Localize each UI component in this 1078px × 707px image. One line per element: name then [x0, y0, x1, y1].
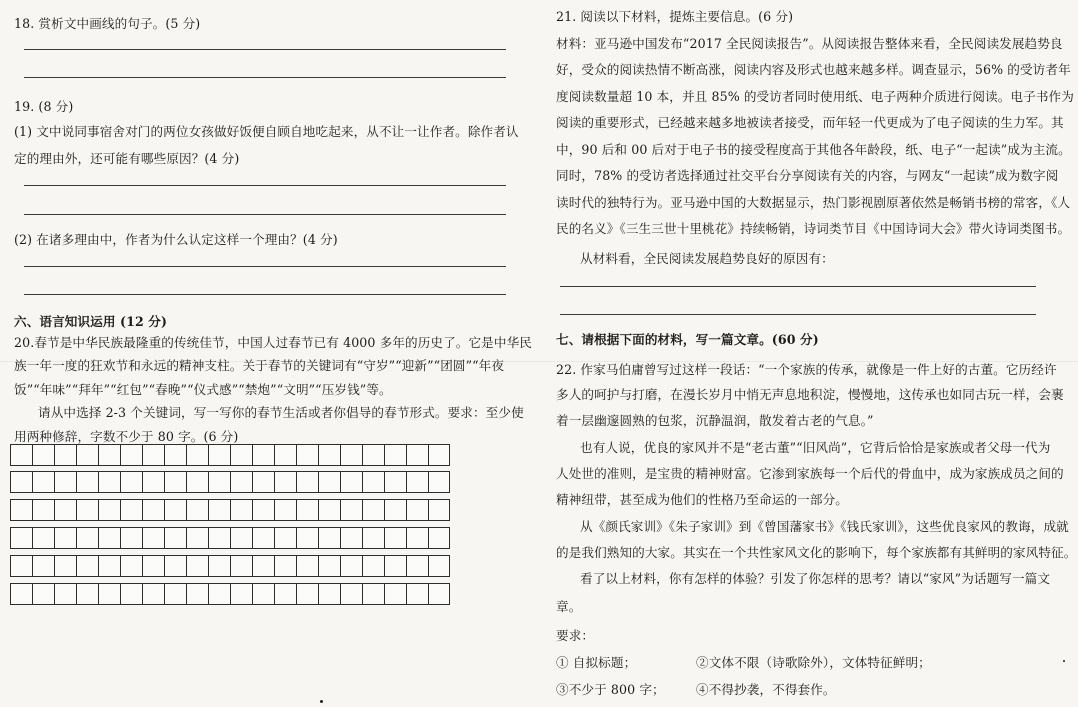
essay-text: 精神纽带，甚至成为他们的性格乃至命运的一部分。 — [556, 492, 848, 507]
answer-line[interactable] — [24, 266, 506, 267]
grid-cell[interactable] — [274, 471, 296, 493]
grid-cell[interactable] — [186, 444, 208, 466]
grid-cell[interactable] — [252, 583, 274, 605]
grid-cell[interactable] — [274, 499, 296, 521]
grid-cell[interactable] — [76, 527, 98, 549]
grid-cell[interactable] — [406, 583, 428, 605]
material-text: 中，90 后和 00 后对于电子书的接受程度高于其他各年龄段，纸、电子“一起读”成为主流。 — [556, 142, 1071, 157]
grid-cell[interactable] — [340, 444, 362, 466]
grid-cell[interactable] — [98, 471, 120, 493]
grid-cell[interactable] — [406, 555, 428, 577]
grid-cell[interactable] — [340, 527, 362, 549]
essay-text: 从《颜氏家训》《朱子家训》到《曾国藩家书》《钱氏家训》，这些优良家风的教诲，成就 — [580, 519, 1069, 534]
grid-cell[interactable] — [252, 527, 274, 549]
grid-row — [10, 527, 450, 549]
grid-cell[interactable] — [164, 583, 186, 605]
answer-line[interactable] — [24, 214, 506, 215]
grid-cell[interactable] — [406, 471, 428, 493]
grid-cell[interactable] — [76, 471, 98, 493]
grid-cell[interactable] — [230, 583, 252, 605]
grid-row — [10, 499, 450, 521]
grid-cell[interactable] — [186, 583, 208, 605]
grid-cell[interactable] — [120, 555, 142, 577]
grid-cell[interactable] — [252, 471, 274, 493]
grid-cell[interactable] — [10, 499, 32, 521]
essay-text: 着一层幽邃圆熟的包浆，沉静温润，散发着古老的气息。” — [556, 413, 874, 428]
essay-prompt: 看了以上材料，你有怎样的体验？引发了你怎样的思考？请以“家风”为话题写一篇文 — [580, 571, 1051, 586]
question-21: 21. 阅读以下材料，提炼主要信息。(6 分) — [556, 9, 794, 24]
grid-cell[interactable] — [142, 471, 164, 493]
question-19-1-text-cont: 定的理由外，还可能有哪些原因？(4 分) — [14, 151, 240, 166]
grid-cell[interactable] — [362, 444, 384, 466]
grid-cell[interactable] — [208, 555, 230, 577]
grid-cell[interactable] — [296, 555, 318, 577]
requirement-3: ③不少于 800 字； — [556, 682, 665, 697]
scan-speck — [320, 700, 323, 703]
answer-line[interactable] — [24, 185, 506, 186]
grid-cell[interactable] — [230, 555, 252, 577]
grid-cell[interactable] — [428, 583, 450, 605]
grid-cell[interactable] — [384, 583, 406, 605]
grid-cell[interactable] — [428, 555, 450, 577]
grid-cell[interactable] — [32, 583, 54, 605]
grid-cell[interactable] — [296, 499, 318, 521]
grid-cell[interactable] — [384, 527, 406, 549]
material-text: 读时代的独特行为。亚马逊中国的大数据显示，热门影视剧原著依然是畅销书榜的常客，《人 — [556, 195, 1071, 210]
grid-cell[interactable] — [384, 471, 406, 493]
grid-cell[interactable] — [98, 555, 120, 577]
grid-cell[interactable] — [164, 471, 186, 493]
grid-cell[interactable] — [318, 583, 340, 605]
grid-cell[interactable] — [340, 499, 362, 521]
grid-cell[interactable] — [274, 555, 296, 577]
grid-cell[interactable] — [186, 555, 208, 577]
answer-line[interactable] — [560, 314, 1036, 315]
grid-cell[interactable] — [296, 583, 318, 605]
grid-cell[interactable] — [32, 527, 54, 549]
grid-row — [10, 583, 450, 605]
grid-cell[interactable] — [164, 527, 186, 549]
grid-cell[interactable] — [208, 499, 230, 521]
scan-speck — [1063, 660, 1065, 662]
question-19-2-text: (2) 在诸多理由中，作者为什么认定这样一个理由？(4 分) — [14, 232, 338, 247]
grid-cell[interactable] — [142, 527, 164, 549]
grid-cell[interactable] — [10, 527, 32, 549]
grid-cell[interactable] — [428, 499, 450, 521]
answer-line[interactable] — [24, 49, 506, 50]
requirement-4: ④不得抄袭，不得套作。 — [696, 682, 836, 697]
grid-cell[interactable] — [362, 499, 384, 521]
answer-line[interactable] — [24, 294, 506, 295]
essay-text: 的是我们熟知的大家。其实在一个共性家风文化的影响下，每个家族都有其鲜明的家风特征。 — [556, 545, 1077, 560]
grid-cell[interactable] — [362, 527, 384, 549]
grid-cell[interactable] — [428, 471, 450, 493]
grid-cell[interactable] — [120, 444, 142, 466]
grid-cell[interactable] — [32, 471, 54, 493]
grid-cell[interactable] — [340, 471, 362, 493]
material-text: 同时，78% 的受访者选择通过社交平台分享阅读有关的内容，与网友“一起读”成为数字阅 — [556, 168, 1059, 183]
grid-cell[interactable] — [252, 555, 274, 577]
question-21-prompt: 从材料看，全民阅读发展趋势良好的原因有： — [580, 251, 834, 266]
grid-row — [10, 555, 450, 577]
scan-streak — [0, 361, 1078, 362]
grid-cell[interactable] — [32, 555, 54, 577]
grid-cell[interactable] — [406, 527, 428, 549]
question-20-text: 20.春节是中华民族最隆重的传统佳节，中国人过春节已有 4000 多年的历史了。它是中华民 — [14, 335, 532, 350]
material-text: 阅读的重要形式，已经越来越多地被读者接受，而年轻一代更成为了电子阅读的生力军。其 — [556, 115, 1064, 130]
grid-cell[interactable] — [318, 527, 340, 549]
question-20-text: 饭”“年味”“拜年”“红包”“春晚”“仪式感”“禁炮”“文明”“压岁钱”等。 — [14, 382, 392, 397]
grid-cell[interactable] — [120, 471, 142, 493]
grid-cell[interactable] — [98, 499, 120, 521]
essay-text: 22. 作家马伯庸曾写过这样一段话：“一个家族的传承，就像是一件上好的古董。它历经许 — [556, 362, 1057, 377]
grid-cell[interactable] — [252, 499, 274, 521]
grid-cell[interactable] — [208, 444, 230, 466]
section-6-heading: 六、语言知识运用 (12 分) — [14, 314, 168, 329]
grid-cell[interactable] — [186, 471, 208, 493]
essay-text: 人处世的准则，是宝贵的精神财富。它渗到家族每一个后代的骨血中，成为家族成员之间的 — [556, 466, 1064, 481]
grid-cell[interactable] — [362, 555, 384, 577]
material-text: 好，受众的阅读热情不断高涨，阅读内容及形式也越来越多样。调查显示，56% 的受访者年 — [556, 62, 1071, 77]
grid-cell[interactable] — [32, 499, 54, 521]
grid-cell[interactable] — [164, 444, 186, 466]
grid-cell[interactable] — [428, 527, 450, 549]
requirement-2: ②文体不限（诗歌除外），文体特征鲜明； — [696, 655, 931, 670]
grid-cell[interactable] — [54, 444, 76, 466]
essay-text: 也有人说，优良的家风并不是“老古董”“旧风尚”，它背后恰恰是家族或者父母一代为 — [580, 440, 1051, 455]
grid-cell[interactable] — [54, 555, 76, 577]
grid-cell[interactable] — [10, 444, 32, 466]
grid-cell[interactable] — [120, 499, 142, 521]
question-20-text: 族一年一度的狂欢节和永远的精神支柱。关于春节的关键词有“守岁”“迎新”“团圆”“年夜 — [14, 358, 505, 373]
grid-cell[interactable] — [340, 555, 362, 577]
question-19-heading: 19. (8 分) — [14, 99, 74, 114]
grid-cell[interactable] — [230, 527, 252, 549]
grid-cell[interactable] — [120, 527, 142, 549]
grid-cell[interactable] — [142, 499, 164, 521]
grid-cell[interactable] — [10, 555, 32, 577]
question-18: 18. 赏析文中画线的句子。(5 分) — [14, 16, 201, 31]
grid-cell[interactable] — [164, 499, 186, 521]
grid-row — [10, 444, 450, 466]
grid-cell[interactable] — [230, 499, 252, 521]
grid-cell[interactable] — [318, 555, 340, 577]
grid-cell[interactable] — [274, 583, 296, 605]
grid-cell[interactable] — [142, 583, 164, 605]
grid-cell[interactable] — [32, 444, 54, 466]
grid-cell[interactable] — [406, 499, 428, 521]
answer-line[interactable] — [560, 286, 1036, 287]
grid-cell[interactable] — [186, 527, 208, 549]
material-text: 民的名义》《三生三世十里桃花》持续畅销，诗词类节目《中国诗词大会》带火诗词类图书。 — [556, 221, 1071, 236]
section-7-heading: 七、请根据下面的材料，写一篇文章。(60 分) — [556, 332, 819, 347]
material-text: 度阅读数量超 10 本，并且 85% 的受访者同时使用纸、电子两种介质进行阅读。电子书作为 — [556, 89, 1074, 104]
grid-cell[interactable] — [120, 583, 142, 605]
grid-cell[interactable] — [296, 527, 318, 549]
material-text: 材料：亚马逊中国发布“2017 全民阅读报告”。从阅读报告整体来看，全民阅读发展趋势良 — [556, 36, 1063, 51]
answer-line[interactable] — [24, 77, 506, 78]
grid-cell[interactable] — [54, 471, 76, 493]
grid-cell[interactable] — [384, 444, 406, 466]
question-20-instruction: 请从中选择 2-3 个关键词，写一写你的春节生活或者你倡导的春节形式。要求：至少使 — [38, 405, 524, 420]
grid-cell[interactable] — [340, 583, 362, 605]
grid-cell[interactable] — [164, 555, 186, 577]
grid-cell[interactable] — [98, 527, 120, 549]
grid-cell[interactable] — [208, 471, 230, 493]
grid-cell[interactable] — [98, 444, 120, 466]
essay-prompt: 章。 — [556, 599, 582, 614]
grid-cell[interactable] — [186, 499, 208, 521]
grid-cell[interactable] — [230, 444, 252, 466]
grid-cell[interactable] — [230, 471, 252, 493]
grid-cell[interactable] — [296, 444, 318, 466]
grid-cell[interactable] — [318, 444, 340, 466]
grid-cell[interactable] — [252, 444, 274, 466]
grid-cell[interactable] — [54, 527, 76, 549]
grid-cell[interactable] — [318, 471, 340, 493]
grid-cell[interactable] — [76, 444, 98, 466]
grid-cell[interactable] — [98, 583, 120, 605]
grid-cell[interactable] — [208, 583, 230, 605]
grid-cell[interactable] — [142, 444, 164, 466]
grid-cell[interactable] — [274, 444, 296, 466]
grid-cell[interactable] — [142, 555, 164, 577]
grid-row — [10, 471, 450, 493]
grid-cell[interactable] — [76, 583, 98, 605]
question-19-1-text: (1) 文中说同事宿舍对门的两位女孩做好饭便自顾自地吃起来，从不让一让作者。除作者认 — [14, 124, 519, 139]
grid-cell[interactable] — [384, 499, 406, 521]
essay-text: 多人的呵护与打磨，在漫长岁月中悄无声息地积淀，慢慢地，这传承也如同古玩一样，会裹 — [556, 387, 1064, 402]
grid-cell[interactable] — [76, 499, 98, 521]
grid-cell[interactable] — [10, 471, 32, 493]
grid-cell[interactable] — [362, 471, 384, 493]
requirements-heading: 要求： — [556, 628, 595, 643]
grid-cell[interactable] — [318, 499, 340, 521]
question-20-instruction: 用两种修辞，字数不少于 80 字。(6 分) — [14, 429, 239, 444]
grid-cell[interactable] — [406, 444, 428, 466]
grid-cell[interactable] — [76, 555, 98, 577]
grid-cell[interactable] — [54, 583, 76, 605]
grid-cell[interactable] — [208, 527, 230, 549]
grid-cell[interactable] — [54, 499, 76, 521]
grid-cell[interactable] — [296, 471, 318, 493]
grid-cell[interactable] — [362, 583, 384, 605]
requirement-1: ① 自拟标题； — [556, 655, 637, 670]
grid-cell[interactable] — [384, 555, 406, 577]
grid-cell[interactable] — [10, 583, 32, 605]
grid-cell[interactable] — [428, 444, 450, 466]
grid-cell[interactable] — [274, 527, 296, 549]
